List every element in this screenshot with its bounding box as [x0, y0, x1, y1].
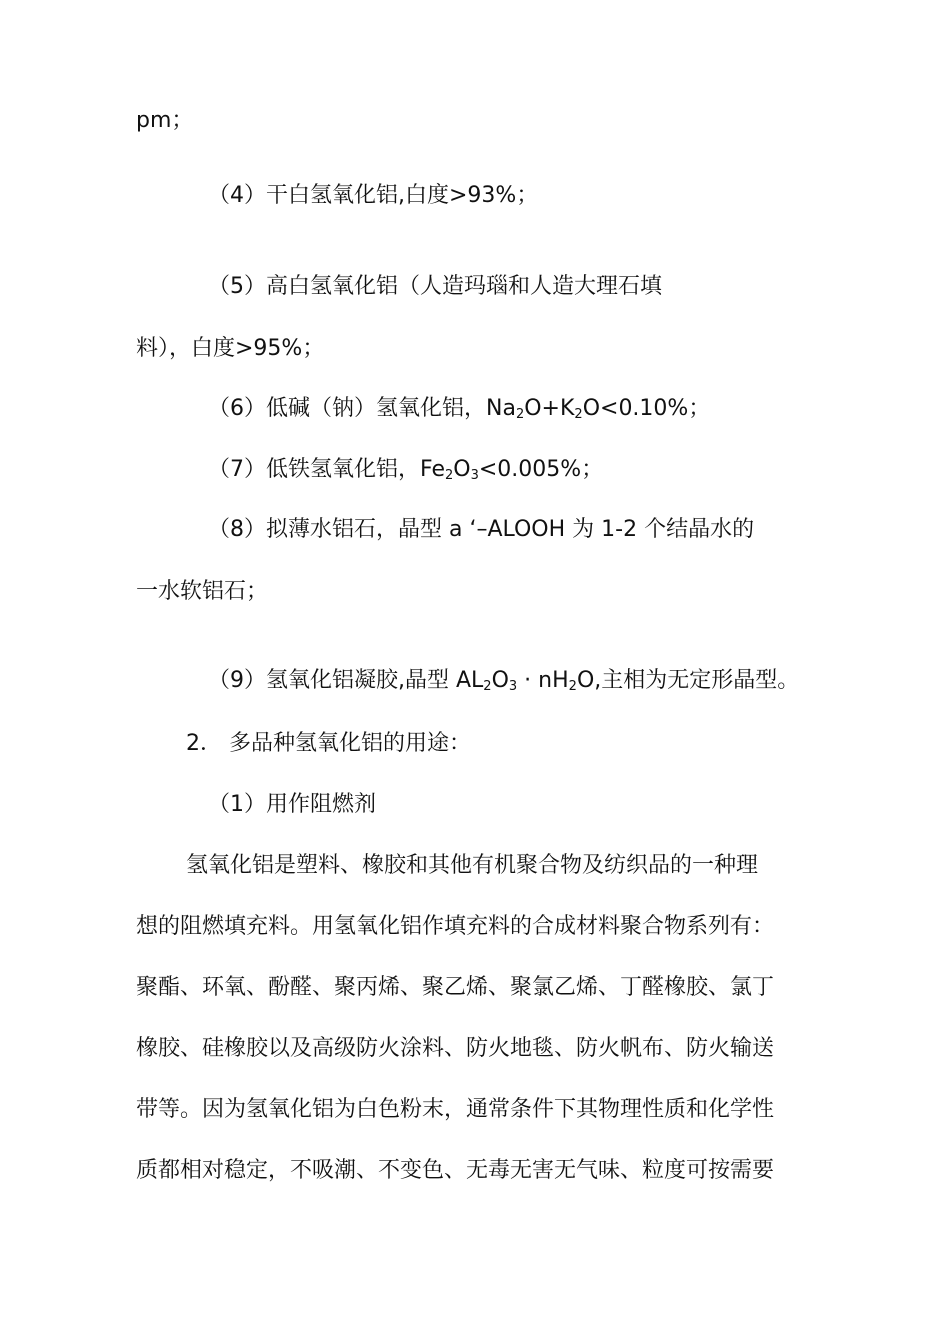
list-item-8: （8）拟薄水铝石，晶型 a ‘–ALOOH 为 1-2 个结晶水的 — [208, 517, 755, 542]
list-item-5-continuation: 料），白度>95%； — [136, 336, 325, 361]
paragraph-line-1: 氢氧化铝是塑料、橡胶和其他有机聚合物及纺织品的一种理 — [186, 853, 759, 878]
paragraph-line-2: 想的阻燃填充料。用氢氧化铝作填充料的合成材料聚合物系列有： — [136, 914, 775, 939]
list-item-7: （7）低铁氢氧化铝，$Fe_2O_3<0.005\%$； — [208, 457, 604, 483]
subsection-heading-1: （1）用作阻燃剂 — [208, 792, 376, 817]
paragraph-line-3: 聚酯、环氧、酚醛、聚丙烯、聚乙烯、聚氯乙烯、丁醛橡胶、氯丁 — [136, 975, 775, 1000]
text-line-pm: pm； — [136, 108, 194, 133]
paragraph-line-6: 质都相对稳定，不吸潮、不变色、无毒无害无气味、粒度可按需要 — [136, 1158, 775, 1183]
list-item-4: （4）干白氢氧化铝,白度>93%； — [208, 183, 539, 208]
list-item-6: （6）低碱（钠）氢氧化铝，$Na_2O+K_2O<0.10\%$； — [208, 396, 711, 422]
list-item-9: （9）氢氧化铝凝胶,晶型 $AL_2O_3 \cdot nH_2O$,主相为无定形晶型。 — [208, 668, 800, 694]
list-item-5: （5）高白氢氧化铝（人造玛瑙和人造大理石填 — [208, 274, 662, 299]
paragraph-line-4: 橡胶、硅橡胶以及高级防火涂料、防火地毯、防火帆布、防火输送 — [136, 1036, 775, 1061]
paragraph-line-5: 带等。因为氢氧化铝为白色粉末，通常条件下其物理性质和化学性 — [136, 1097, 775, 1122]
list-item-8-continuation: 一水软铝石； — [136, 579, 269, 604]
section-heading-2: 2． 多品种氢氧化铝的用途： — [186, 731, 471, 756]
